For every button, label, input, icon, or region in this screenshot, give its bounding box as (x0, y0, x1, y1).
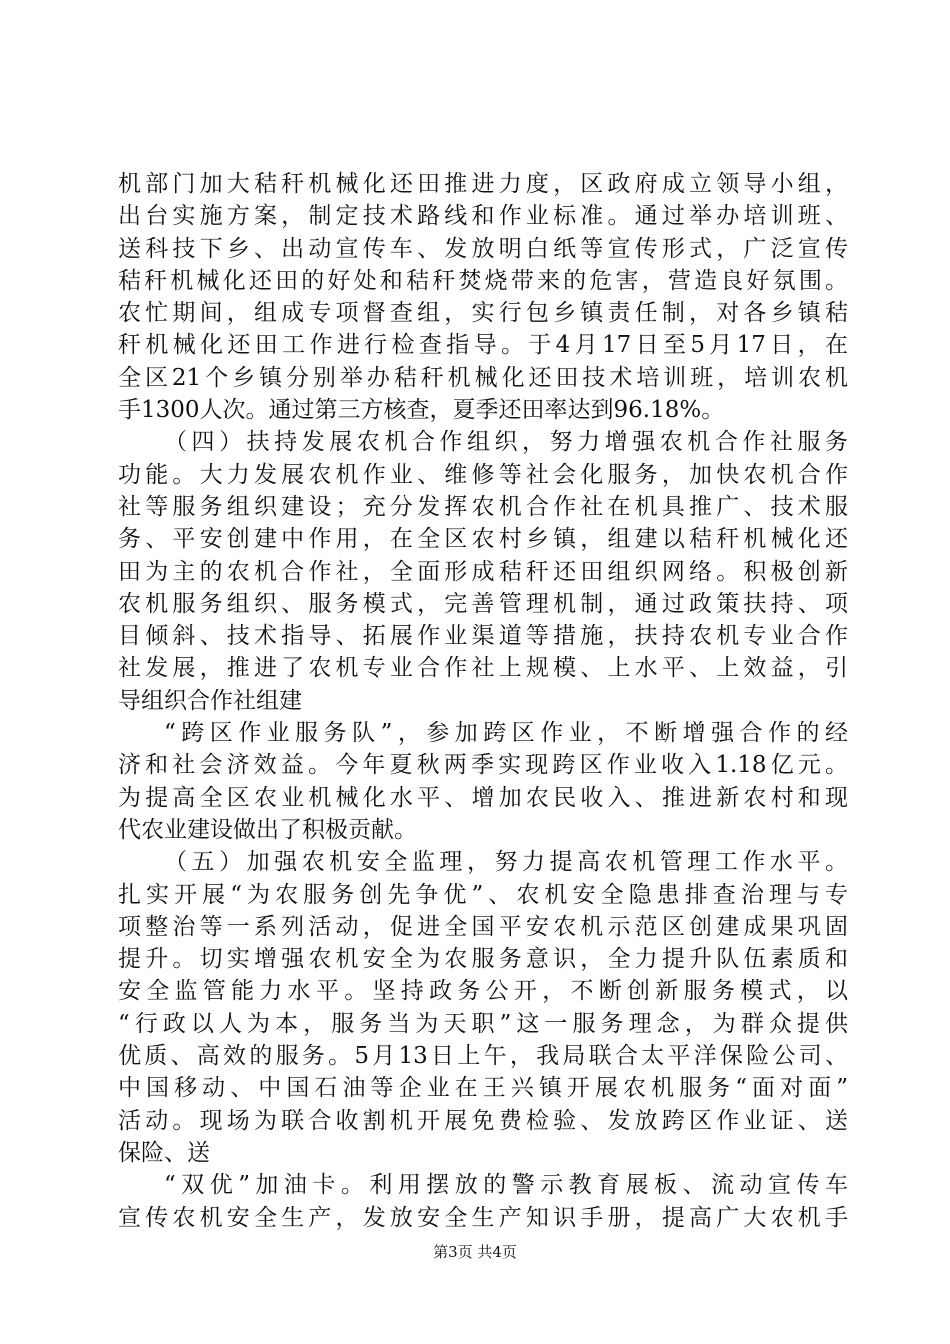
text-line: 秸秆机械化还田的好处和秸秆焚烧带来的危害，营造良好氛围。 (118, 267, 848, 294)
text-line: 社等服务组织建设；充分发挥农机合作社在机具推广、技术服 (118, 493, 848, 520)
text-line: 济和社会济效益。今年夏秋两季实现跨区作业收入1.18亿元。 (118, 752, 848, 779)
text-line: 务、平安创建中作用，在全区农村乡镇，组建以秸秆机械化还 (118, 526, 848, 553)
text-line: 扎实开展“为农服务创先争优”、农机安全隐患排查治理与专 (118, 881, 848, 908)
section-heading-line: （五）加强农机安全监理，努力提高农机管理工作水平。 (164, 849, 848, 876)
text-line: 送科技下乡、出动宣传车、发放明白纸等宣传形式，广泛宣传 (118, 235, 848, 262)
text-line: 秆机械化还田工作进行检查指导。于4月17日至5月17日，在 (118, 332, 848, 359)
text-line: 目倾斜、技术指导、拓展作业渠道等措施，扶持农机专业合作 (118, 623, 848, 650)
text-line: 社发展，推进了农机专业合作社上规模、上水平、上效益，引 (118, 655, 848, 682)
text-line: 农忙期间，组成专项督查组，实行包乡镇责任制，对各乡镇秸 (118, 300, 848, 327)
text-line: 出台实施方案，制定技术路线和作业标准。通过举办培训班、 (118, 203, 848, 230)
text-line: “跨区作业服务队”，参加跨区作业，不断增强合作的经 (164, 720, 848, 747)
section-heading-line: （四）扶持发展农机合作组织，努力增强农机合作社服务 (164, 429, 848, 456)
text-line: 手1300人次。通过第三方核查，夏季还田率达到96.18%。 (118, 397, 725, 424)
text-line: 中国移动、中国石油等企业在王兴镇开展农机服务“面对面” (118, 1075, 848, 1102)
body-text (118, 168, 848, 1234)
text-line: 活动。现场为联合收割机开展免费检验、发放跨区作业证、送 (118, 1107, 848, 1134)
text-line: 农机服务组织、服务模式，完善管理机制，通过政策扶持、项 (118, 590, 848, 617)
text-line: 功能。大力发展农机作业、维修等社会化服务，加快农机合作 (118, 461, 848, 488)
text-line: 导组织合作社组建 (118, 687, 302, 714)
text-line: 提升。切实增强农机安全为农服务意识，全力提升队伍素质和 (118, 946, 848, 973)
text-line: 机部门加大秸秆机械化还田推进力度，区政府成立领导小组， (118, 171, 848, 197)
text-line: 宣传农机安全生产，发放安全生产知识手册，提高广大农机手 (118, 1204, 848, 1231)
text-line: 保险、送 (118, 1139, 210, 1166)
text-line: 优质、高效的服务。5月13日上午，我局联合太平洋保险公司、 (118, 1043, 848, 1070)
text-line: 安全监管能力水平。坚持政务公开，不断创新服务模式，以 (118, 978, 848, 1005)
text-line: “双优”加油卡。利用摆放的警示教育展板、流动宣传车 (164, 1172, 848, 1199)
page-footer: 第3页 共4页 (433, 1243, 517, 1261)
text-line: “行政以人为本，服务当为天职”这一服务理念，为群众提供 (118, 1010, 848, 1037)
text-line: 全区21个乡镇分别举办秸秆机械化还田技术培训班，培训农机 (118, 364, 848, 391)
text-line: 代农业建设做出了积极贡献。 (118, 816, 417, 843)
text-line: 项整治等一系列活动，促进全国平安农机示范区创建成果巩固 (118, 913, 848, 940)
text-line: 为提高全区农业机械化水平、增加农民收入、推进新农村和现 (118, 784, 848, 811)
text-line: 田为主的农机合作社，全面形成秸秆还田组织网络。积极创新 (118, 558, 848, 585)
